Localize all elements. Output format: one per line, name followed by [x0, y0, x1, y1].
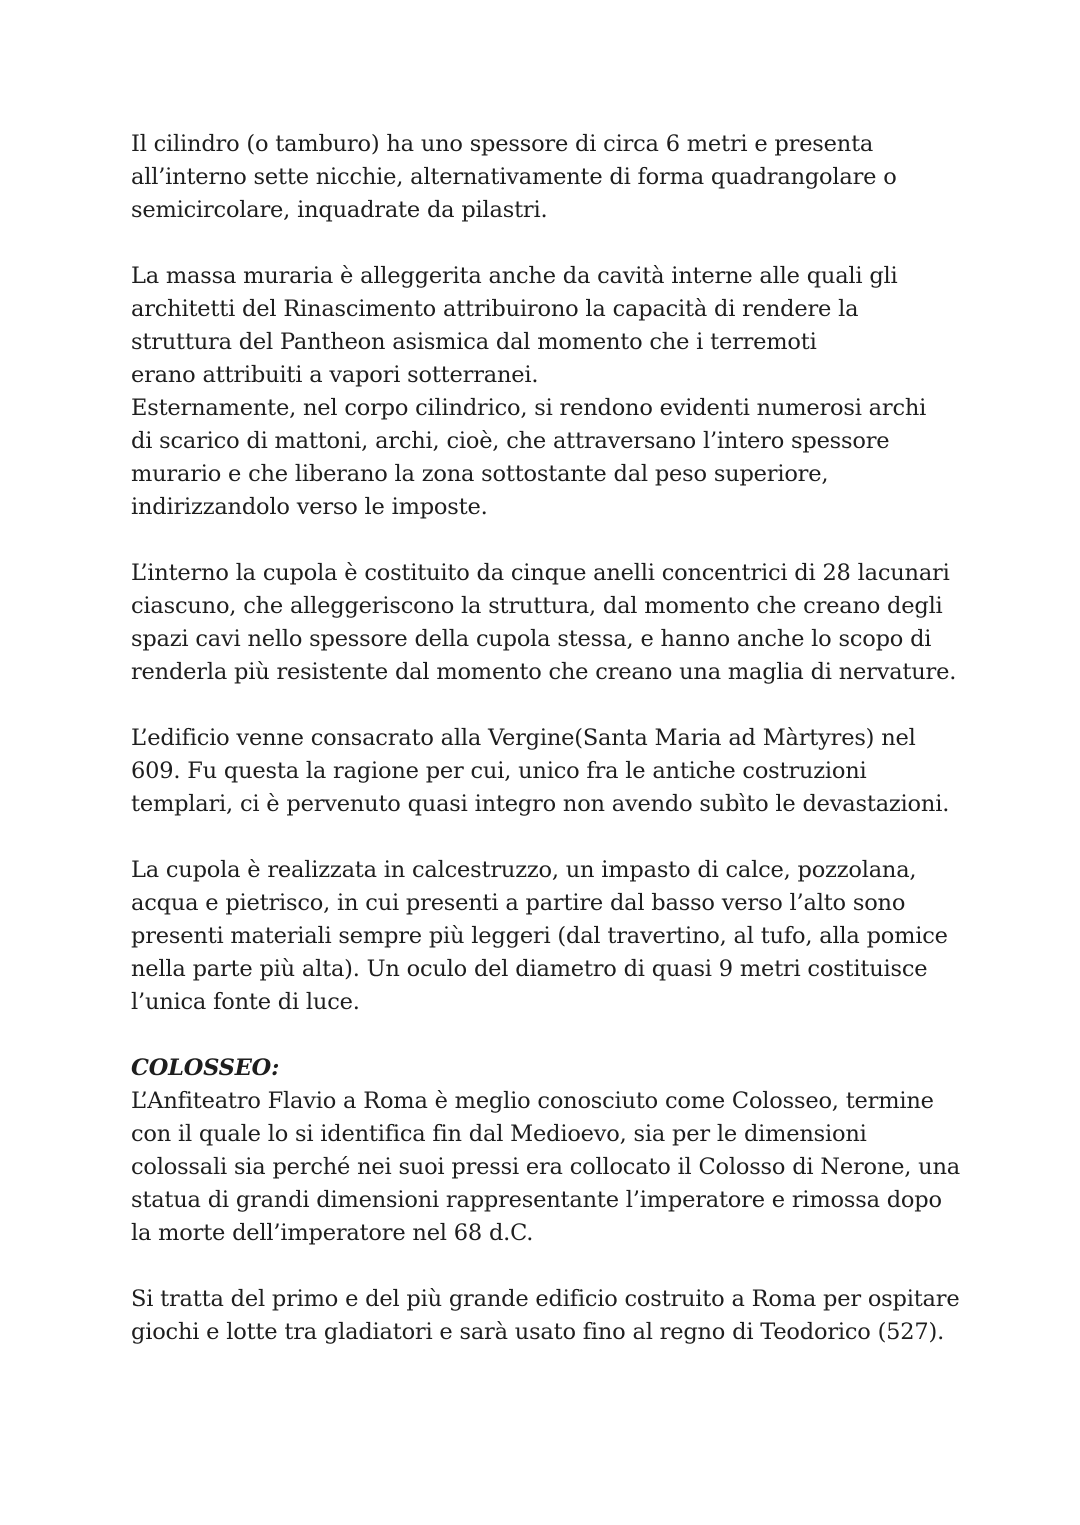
paragraph-spacer [131, 1019, 961, 1052]
paragraph-massa-muraria [131, 260, 961, 524]
text-line: templari, ci è pervenuto quasi integro non avendo subìto le devastazioni. [131, 791, 950, 817]
text-line: presenti materiali sempre più leggeri (dal travertino, al tufo, alla pomice [131, 923, 948, 949]
paragraph-spacer [131, 689, 961, 722]
text-line: indirizzandolo verso le imposte. [131, 494, 488, 520]
text-line: colossali sia perché nei suoi pressi era collocato il Colosso di Nerone, una [131, 1154, 960, 1180]
text-line: renderla più resistente dal momento che creano una maglia di nervature. [131, 659, 957, 685]
paragraph-spacer [131, 1250, 961, 1283]
text-line: La massa muraria è alleggerita anche da cavità interne alle quali gli [131, 263, 898, 289]
text-line: giochi e lotte tra gladiatori e sarà usato fino al regno di Teodorico (527). [131, 1319, 945, 1345]
text-line: la morte dell’imperatore nel 68 d.C. [131, 1220, 534, 1246]
text-line: 609. Fu questa la ragione per cui, unico fra le antiche costruzioni [131, 758, 867, 784]
text-line: l’unica fonte di luce. [131, 989, 360, 1015]
text-line: statua di grandi dimensioni rappresentante l’imperatore e rimossa dopo [131, 1187, 942, 1213]
text-line: murario e che liberano la zona sottostante dal peso superiore, [131, 461, 829, 487]
paragraph-cupola-interno [131, 557, 961, 689]
text-line: acqua e pietrisco, in cui presenti a partire dal basso verso l’alto sono [131, 890, 906, 916]
text-line: L’Anfiteatro Flavio a Roma è meglio conosciuto come Colosseo, termine [131, 1088, 934, 1114]
text-line: Il cilindro (o tamburo) ha uno spessore di circa 6 metri e presenta [131, 131, 874, 157]
text-line: Si tratta del primo e del più grande edificio costruito a Roma per ospitare [131, 1286, 960, 1312]
text-line: semicircolare, inquadrate da pilastri. [131, 197, 548, 223]
section-heading: COLOSSEO: [131, 1055, 280, 1081]
text-line: struttura del Pantheon asismica dal momento che i terremoti [131, 329, 817, 355]
text-line: La cupola è realizzata in calcestruzzo, un impasto di calce, pozzolana, [131, 857, 917, 883]
text-line: architetti del Rinascimento attribuirono la capacità di rendere la [131, 296, 859, 322]
text-line: nella parte più alta). Un oculo del diametro di quasi 9 metri costituisce [131, 956, 928, 982]
paragraph-calcestruzzo [131, 854, 961, 1019]
paragraph-colosseo-uso [131, 1283, 961, 1349]
text-line: all’interno sette nicchie, alternativamente di forma quadrangolare o [131, 164, 897, 190]
section-colosseo [131, 1052, 961, 1250]
paragraph-spacer [131, 524, 961, 557]
text-line: Esternamente, nel corpo cilindrico, si rendono evidenti numerosi archi [131, 395, 927, 421]
text-line: spazi cavi nello spessore della cupola stessa, e hanno anche lo scopo di [131, 626, 932, 652]
text-line: L’edificio venne consacrato alla Vergine(Santa Maria ad Màrtyres) nel [131, 725, 916, 751]
text-line: erano attribuiti a vapori sotterranei. [131, 362, 539, 388]
paragraph-spacer [131, 227, 961, 260]
paragraph-cilindro [131, 128, 961, 227]
paragraph-spacer [131, 821, 961, 854]
paragraph-consacrazione [131, 722, 961, 821]
text-line: L’interno la cupola è costituito da cinque anelli concentrici di 28 lacunari [131, 560, 950, 586]
text-line: ciascuno, che alleggeriscono la struttura, dal momento che creano degli [131, 593, 943, 619]
text-line: con il quale lo si identifica fin dal Medioevo, sia per le dimensioni [131, 1121, 867, 1147]
text-line: di scarico di mattoni, archi, cioè, che attraversano l’intero spessore [131, 428, 890, 454]
document-page [131, 128, 961, 1349]
